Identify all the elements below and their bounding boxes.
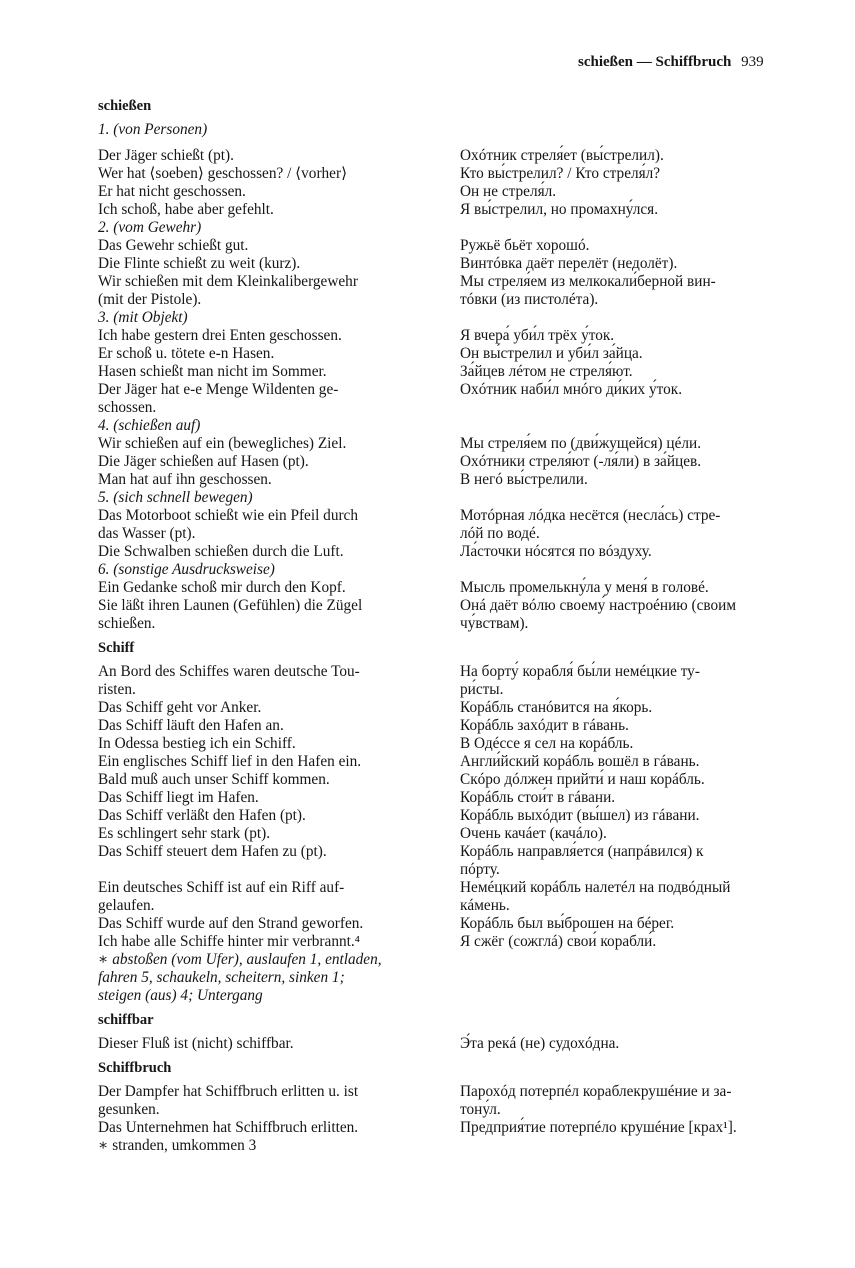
german-example-line: gesunken. — [98, 1101, 160, 1118]
entry-headword: Schiffbruch — [98, 1060, 172, 1076]
russian-translation-line: лóй по водé. — [460, 525, 540, 542]
russian-translation-line: Кто вы́стрелил? / Кто стреля́л? — [460, 165, 661, 182]
german-example-line: schießen. — [98, 615, 156, 632]
russian-translation-line: Мысль промелькну́ла у меня́ в головé. — [460, 579, 709, 596]
russian-translation-line: Охóтники стреля́ют (-ля́ли) в за́йцев. — [460, 453, 702, 470]
german-example-line: Das Schiff liegt im Hafen. — [98, 789, 259, 806]
german-example-line: fahren 5, schaukeln, scheitern, sinken 1; — [98, 969, 345, 986]
russian-translation-line: Скóро дóлжен прийти́ и наш корáбль. — [460, 771, 705, 788]
russian-translation-line: Ружьё бьёт хорошó. — [460, 237, 590, 254]
russian-translation-line: Мы стреля́ем по (дви́жущейся) цéли. — [460, 435, 702, 452]
russian-translation-line: Мотóрная лóдка несётся (несла́сь) стре- — [460, 507, 721, 524]
russian-translation-line: За́йцев лéтом не стреля́ют. — [460, 363, 633, 380]
page-number: 939 — [741, 54, 764, 70]
german-example-line: steigen (aus) 4; Untergang — [98, 987, 263, 1004]
german-example-line: Bald muß auch unser Schiff kommen. — [98, 771, 330, 788]
german-example-line: Wir schießen auf ein (bewegliches) Ziel. — [98, 435, 347, 452]
russian-translation-line: В негó вы́стрелили. — [460, 471, 588, 488]
russian-translation-line: Э́та рекá (не) судохóдна. — [460, 1035, 620, 1052]
german-example-line: schossen. — [98, 399, 157, 416]
russian-translation-line: Корáбль станóвится на я́корь. — [460, 699, 653, 716]
russian-translation-line: Предприя́тие потерпéло крушéние [крах¹]. — [460, 1119, 737, 1136]
russian-translation-line: Немéцкий корáбль налетéл на подвóдный — [460, 879, 731, 896]
header-title: schießen — Schiffbruch — [578, 54, 732, 70]
russian-translation-line: Охóтник стреля́ет (вы́стрелил). — [460, 147, 664, 164]
german-example-line: Ich habe gestern drei Enten geschossen. — [98, 327, 342, 344]
russian-translation-line: тóвки (из пистолéта). — [460, 291, 599, 308]
german-example-line: Dieser Fluß ist (nicht) schiffbar. — [98, 1035, 294, 1052]
german-example-line: 2. (vom Gewehr) — [98, 219, 202, 236]
russian-translation-line: На борту́ корабля́ бы́ли немéцкие ту- — [460, 663, 700, 680]
german-example-line: Ein englisches Schiff lief in den Hafen ein. — [98, 753, 362, 770]
german-example-line: Das Motorboot schießt wie ein Pfeil durch — [98, 507, 358, 524]
entry-headword: schiffbar — [98, 1012, 154, 1028]
german-example-line: ∗ stranden, umkommen 3 — [98, 1137, 257, 1154]
german-example-line: Sie läßt ihren Launen (Gefühlen) die Zügel — [98, 597, 363, 614]
german-example-line: An Bord des Schiffes waren deutsche Tou- — [98, 663, 360, 680]
russian-translation-line: Корáбль захóдит в гáвань. — [460, 717, 629, 734]
german-example-line: Ich schoß, habe aber gefehlt. — [98, 201, 274, 218]
russian-translation-line: Мы стреля́ем из мелкокали́берной вин- — [460, 273, 716, 290]
running-header — [578, 54, 764, 71]
german-example-line: das Wasser (pt). — [98, 525, 196, 542]
russian-translation-line: Онá даёт вóлю своему́ настроéнию (своим — [460, 597, 737, 614]
russian-translation-line: Очень качáет (качáло). — [460, 825, 607, 842]
german-example-line: Ein Gedanke schoß mir durch den Kopf. — [98, 579, 346, 596]
german-example-line: Das Schiff geht vor Anker. — [98, 699, 262, 716]
german-example-line: Der Dampfer hat Schiffbruch erlitten u. ist — [98, 1083, 359, 1100]
german-example-line: Ich habe alle Schiffe hinter mir verbrannt.⁴ — [98, 933, 361, 950]
entry-headword: Schiff — [98, 640, 135, 656]
russian-translation-line: Винтóвка даёт перелёт (недолёт). — [460, 255, 678, 272]
russian-translation-line: Корáбль направля́ется (напрáвился) к — [460, 843, 704, 860]
german-example-line: 1. (von Personen) — [98, 121, 208, 138]
russian-translation-line: Корáбль был вы́брошен на бéрег. — [460, 915, 675, 932]
german-example-line: Er hat nicht geschossen. — [98, 183, 246, 200]
russian-translation-line: Англи́йский корáбль вошёл в гáвань. — [460, 753, 700, 770]
russian-translation-line: ри́сты. — [460, 681, 504, 698]
german-example-line: Er schoß u. tötete e-n Hasen. — [98, 345, 275, 362]
russian-translation-line: Ла́сточки нóсятся по вóздуху. — [460, 543, 652, 560]
russian-translation-line: чу́вствам). — [460, 615, 529, 632]
german-example-line: Wir schießen mit dem Kleinkalibergewehr — [98, 273, 358, 290]
german-example-line: Das Schiff steuert dem Hafen zu (pt). — [98, 843, 327, 860]
german-example-line: Das Unternehmen hat Schiffbruch erlitten. — [98, 1119, 359, 1136]
german-example-line: Der Jäger schießt (pt). — [98, 147, 234, 164]
german-example-line: Das Schiff verläßt den Hafen (pt). — [98, 807, 306, 824]
russian-translation-line: Он вы́стрелил и уби́л за́йца. — [460, 345, 643, 362]
german-example-line: Der Jäger hat e-e Menge Wildenten ge- — [98, 381, 339, 398]
german-example-line: Das Schiff läuft den Hafen an. — [98, 717, 284, 734]
german-example-line: 5. (sich schnell bewegen) — [98, 489, 253, 506]
russian-translation-line: В Одéссе я сел на корáбль. — [460, 735, 634, 752]
russian-translation-line: Я вы́стрелил, но промахну́лся. — [460, 201, 659, 218]
german-example-line: Es schlingert sehr stark (pt). — [98, 825, 271, 842]
russian-translation-line: Корáбль выхóдит (вы́шел) из гáвани. — [460, 807, 700, 824]
german-example-line: Man hat auf ihn geschossen. — [98, 471, 272, 488]
german-example-line: Wer hat ⟨soeben⟩ geschossen? / ⟨vorher⟩ — [98, 165, 348, 182]
german-example-line: Das Schiff wurde auf den Strand geworfen. — [98, 915, 364, 932]
german-example-line: 6. (sonstige Ausdrucksweise) — [98, 561, 275, 578]
german-example-line: In Odessa bestieg ich ein Schiff. — [98, 735, 296, 752]
entry-headword: schießen — [98, 98, 152, 114]
german-example-line: Die Jäger schießen auf Hasen (pt). — [98, 453, 309, 470]
russian-translation-line: Я сжёг (сожглá) свои́ корабли́. — [460, 933, 657, 950]
russian-translation-line: кáмень. — [460, 897, 510, 914]
russian-translation-line: Корáбль стои́т в гáвани. — [460, 789, 616, 806]
german-example-line: Ein deutsches Schiff ist auf ein Riff auf- — [98, 879, 345, 896]
german-example-line: risten. — [98, 681, 136, 698]
german-example-line: (mit der Pistole). — [98, 291, 202, 308]
german-example-line: Die Schwalben schießen durch die Luft. — [98, 543, 344, 560]
german-example-line: gelaufen. — [98, 897, 155, 914]
german-example-line: 4. (schießen auf) — [98, 417, 201, 434]
german-example-line: 3. (mit Objekt) — [98, 309, 188, 326]
german-example-line: Hasen schießt man nicht im Sommer. — [98, 363, 327, 380]
russian-translation-line: Он не стреля́л. — [460, 183, 557, 200]
russian-translation-line: Парохóд потерпéл кораблекрушéние и за- — [460, 1083, 732, 1100]
german-example-line: ∗ abstoßen (vom Ufer), auslaufen 1, entladen, — [98, 951, 382, 968]
russian-translation-line: тону́л. — [460, 1101, 501, 1118]
russian-translation-line: пóрту. — [460, 861, 500, 878]
russian-translation-line: Охóтник наби́л мнóго ди́ких у́ток. — [460, 381, 683, 398]
german-example-line: Die Flinte schießt zu weit (kurz). — [98, 255, 301, 272]
russian-translation-line: Я вчера́ уби́л трёх у́ток. — [460, 327, 615, 344]
german-example-line: Das Gewehr schießt gut. — [98, 237, 249, 254]
